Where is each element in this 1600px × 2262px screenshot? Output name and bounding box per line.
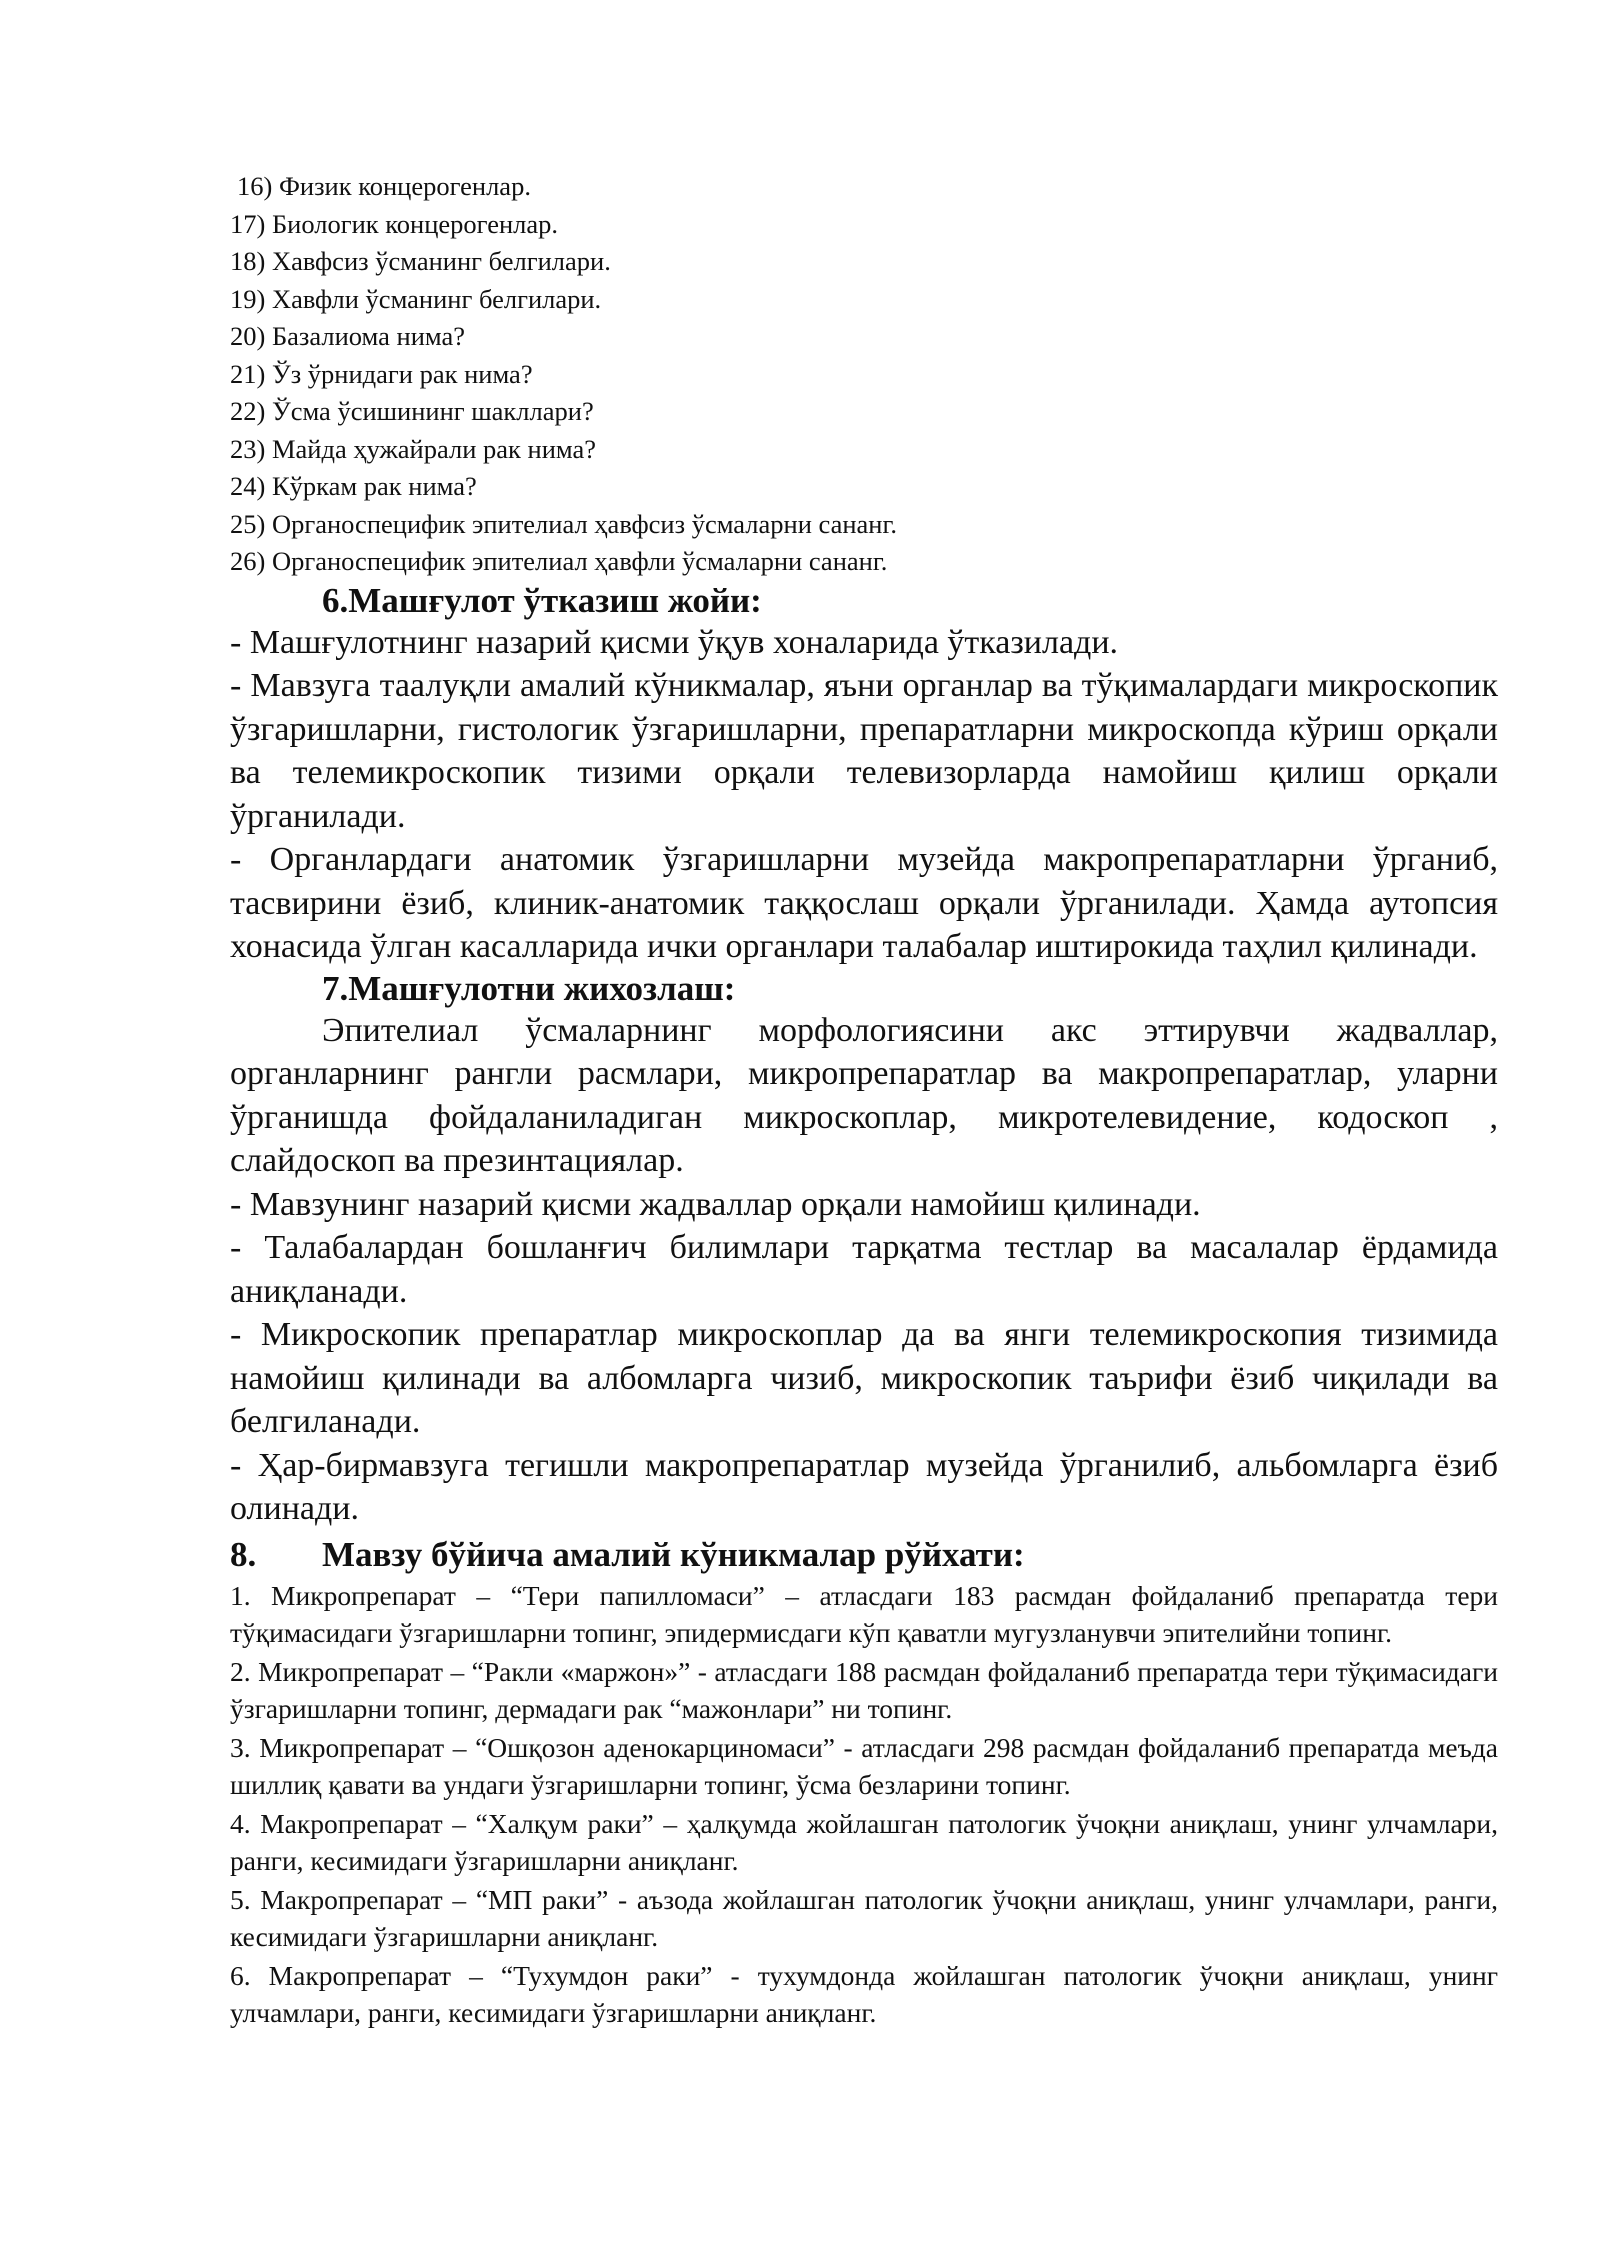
- question-item: 17) Биологик концерогенлар.: [230, 208, 559, 239]
- question-item: 20) Базалиома нима?: [230, 321, 465, 351]
- page-content: [230, 168, 1498, 2033]
- skill-item: 1. Микропрепарат – “Тери папилломаси” – атласдаги 183 расмдан фойдаланиб препаратда тери тўқимасидаги ўзгаришларни топинг, эпидермисдаги кўп қаватли мугузланувчи эпителийни топинг.: [230, 1579, 1498, 1648]
- section-7-heading: 7.Машғулотни жихозлаш:: [322, 968, 736, 1008]
- section-7: [230, 969, 1498, 1531]
- skill-item: 6. Макропрепарат – “Тухумдон раки” - тухумдонда жойлашган патологик ўчоқни аниқлаш, унинг улчамлари, ранги, кесимидаги ўзгаришларни аниқланг.: [230, 1959, 1498, 2028]
- question-item: 26) Органоспецифик эпителиал ҳавфли ўсмаларни сананг.: [230, 546, 888, 576]
- section-6-heading: 6.Машғулот ўтказиш жойи:: [322, 580, 762, 620]
- skill-item: 2. Микропрепарат – “Ракли «маржон»” - атласдаги 188 расмдан фойдаланиб препаратда тери тўқимасидаги ўзгаришларни топинг, дермадаги рак “мажонлари” ни топинг.: [230, 1655, 1498, 1724]
- section-6-paragraph: - Машғулотнинг назарий қисми ўқув хоналарида ўтказилади.: [230, 623, 1119, 661]
- section-8-number: 8.: [230, 1534, 257, 1574]
- section-7-paragraph: - Микроскопик препаратлар микроскоплар да ва янги телемикроскопия тизимида намойиш қилинади ва албомларга чизиб, микроскопик таърифи ёзиб чиқилади ва белгиланади.: [230, 1316, 1498, 1440]
- question-item: 23) Майда ҳужайрали рак нима?: [230, 433, 596, 464]
- section-7-intro: Эпителиал ўсмаларнинг морфологиясини акс эттирувчи жадваллар, органларнинг рангли расмлари, микропрепаратлар ва макропрепаратлар, уларни ўрганишда фойдаланиладиган микроскоплар, микротелевидение, кодоскоп , слайдоскоп ва презинтациялар.: [230, 1011, 1498, 1179]
- question-item: 19) Хавфли ўсманинг белгилари.: [230, 283, 602, 314]
- section-7-paragraph: - Ҳар-бирмавзуга тегишли макропрепаратлар музейда ўрганилиб, альбомларга ёзиб олинади.: [230, 1446, 1498, 1527]
- question-item: 24) Кўркам рак нима?: [230, 471, 477, 501]
- section-7-paragraph: - Мавзунинг назарий қисми жадваллар орқали намойиш қилинади.: [230, 1185, 1201, 1223]
- section-6: [230, 581, 1498, 969]
- question-list: [230, 168, 1498, 581]
- section-8-title: Мавзу бўйича амалий кўникмалар рўйхати:: [322, 1534, 1025, 1574]
- question-item: 25) Органоспецифик эпителиал ҳавфсиз ўсмаларни сананг.: [230, 508, 897, 539]
- question-item: 16) Физик концерогенлар.: [237, 171, 531, 201]
- section-6-paragraph: - Мавзуга таалуқли амалий кўникмалар, яъни органлар ва тўқималардаги микроскопик ўзгаришларни, гистологик ўзгаришларни, препаратларни микроскопда кўриш орқали ва телемикроскопик тизими орқали телевизорларда намойиш қилиш орқали ўрганилади.: [230, 667, 1498, 835]
- skill-item: 5. Макропрепарат – “МП раки” - аъзода жойлашган патологик ўчоқни аниқлаш, унинг улчамлари, ранги, кесимидаги ўзгаришларни аниқланг.: [230, 1883, 1498, 1952]
- section-7-paragraph: - Талабалардан бошланғич билимлари тарқатма тестлар ва масалалар ёрдамида аниқланади.: [230, 1229, 1498, 1310]
- question-item: 21) Ўз ўрнидаги рак нима?: [230, 358, 533, 389]
- section-8: [230, 1533, 1498, 2032]
- question-item: 18) Хавфсиз ўсманинг белгилари.: [230, 246, 611, 276]
- section-6-paragraph: - Органлардаги анатомик ўзгаришларни музейда макропрепаратларни ўрганиб, тасвирини ёзиб, клиник-анатомик таққослаш орқали ўрганилади. Ҳамда аутопсия хонасида ўлган касалларида ички органлари талабалар иштирокида таҳлил қилинади.: [230, 841, 1498, 965]
- question-item: 22) Ўсма ўсишининг шакллари?: [230, 396, 594, 426]
- skill-item: 3. Микропрепарат – “Ошқозон аденокарциномаси” - атласдаги 298 расмдан фойдаланиб препаратда меъда шиллиқ қавати ва ундаги ўзгаришларни топинг, ўсма безларини топинг.: [230, 1731, 1498, 1800]
- section-8-heading: [230, 1533, 1498, 1577]
- skill-item: 4. Макропрепарат – “Халқум раки” – ҳалқумда жойлашган патологик ўчоқни аниқлаш, унинг улчамлари, ранги, кесимидаги ўзгаришларни аниқланг.: [230, 1807, 1498, 1876]
